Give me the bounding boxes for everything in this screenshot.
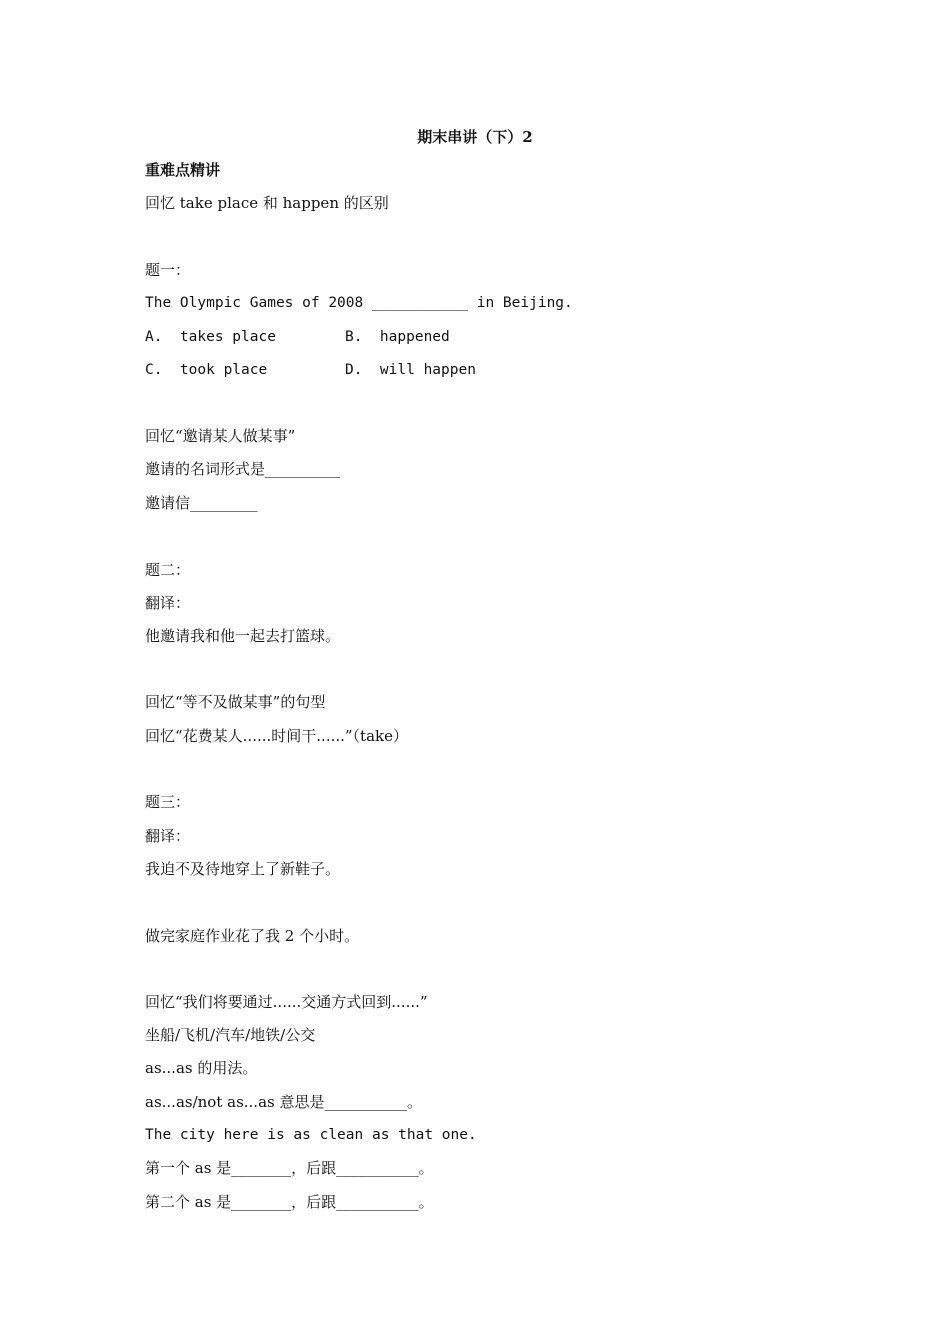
- example-sentence: The city here is as clean as that one.: [145, 1127, 477, 1143]
- section-heading: 重难点精讲: [145, 161, 221, 179]
- question-1-stem: The Olympic Games of 2008 ___________ in Beijing.: [145, 295, 573, 311]
- review-note-invite: 回忆“邀请某人做某事”: [145, 427, 296, 445]
- review-note-first-as: 第一个 as 是________，后跟___________。: [145, 1159, 434, 1177]
- review-note-transport-modes: 坐船/飞机/汽车/地铁/公交: [145, 1026, 316, 1044]
- review-note-second-as: 第二个 as 是________，后跟___________。: [145, 1193, 434, 1211]
- question-2-instruction: 翻译：: [145, 594, 191, 612]
- question-1-option-c: C. took place: [145, 362, 268, 378]
- review-note-take-place: 回忆 take place 和 happen 的区别: [145, 194, 389, 212]
- review-note-invitation-letter: 邀请信_________: [145, 494, 258, 512]
- question-1-option-b: B. happened: [345, 329, 450, 345]
- question-3-text-1: 我迫不及待地穿上了新鞋子。: [145, 860, 341, 878]
- question-2-text: 他邀请我和他一起去打篮球。: [145, 627, 341, 645]
- review-note-transport: 回忆“我们将要通过......交通方式回到......”: [145, 993, 428, 1011]
- review-note-invite-noun: 邀请的名词形式是__________: [145, 460, 341, 478]
- question-3-instruction: 翻译：: [145, 827, 191, 845]
- review-note-cant-wait: 回忆“等不及做某事”的句型: [145, 693, 326, 711]
- question-2-label: 题二：: [145, 561, 191, 579]
- review-note-as-as: as...as 的用法。: [145, 1059, 258, 1077]
- review-note-as-as-meaning: as...as/not as...as 意思是___________。: [145, 1093, 422, 1111]
- question-1-label: 题一：: [145, 261, 191, 279]
- question-3-label: 题三：: [145, 793, 191, 811]
- question-3-text-2: 做完家庭作业花了我 2 个小时。: [145, 927, 360, 945]
- review-note-take-time: 回忆“花费某人......时间干......”（take）: [145, 727, 408, 745]
- question-1-option-a: A. takes place: [145, 329, 276, 345]
- page-title: 期末串讲（下）2: [417, 128, 533, 146]
- question-1-option-d: D. will happen: [345, 362, 476, 378]
